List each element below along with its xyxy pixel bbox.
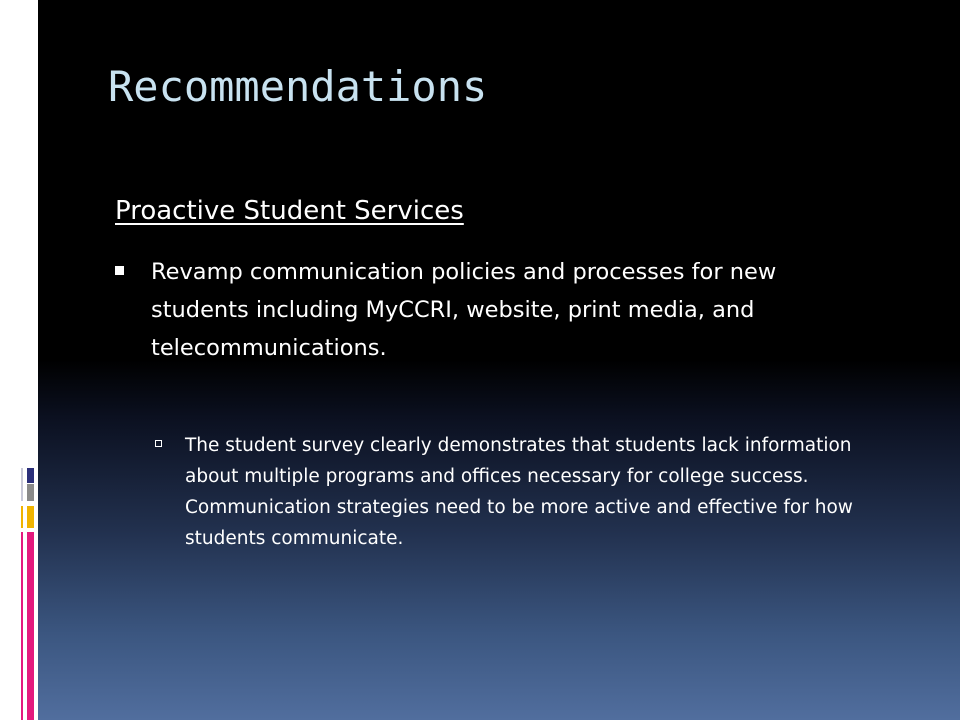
sub-bullet-item [155, 430, 875, 554]
bullet-text: Revamp communication policies and processes for new students including MyCCRI, website, print media, and telecommunications. [151, 259, 777, 361]
edge-stripe-magenta [27, 532, 34, 720]
edge-stripe-white [21, 0, 27, 458]
edge-stripe-light [21, 468, 23, 501]
edge-stripe-magenta-thin [21, 532, 23, 720]
sub-bullet-text: The student survey clearly demonstrates that students lack information about multiple programs and offices necessary for college success. Communication strategies need to be more active and effective for how students communicate. [185, 435, 853, 549]
square-bullet-icon [115, 266, 124, 275]
edge-stripe-gold-thin [21, 506, 23, 528]
edge-stripe-blue [27, 468, 34, 483]
bullet-item [115, 253, 875, 367]
edge-stripe-gold [27, 506, 34, 528]
slide-title: Recommendations [108, 62, 488, 111]
edge-stripe-gray [27, 484, 34, 501]
section-heading: Proactive Student Services [115, 196, 464, 226]
hollow-square-bullet-icon [155, 440, 162, 447]
